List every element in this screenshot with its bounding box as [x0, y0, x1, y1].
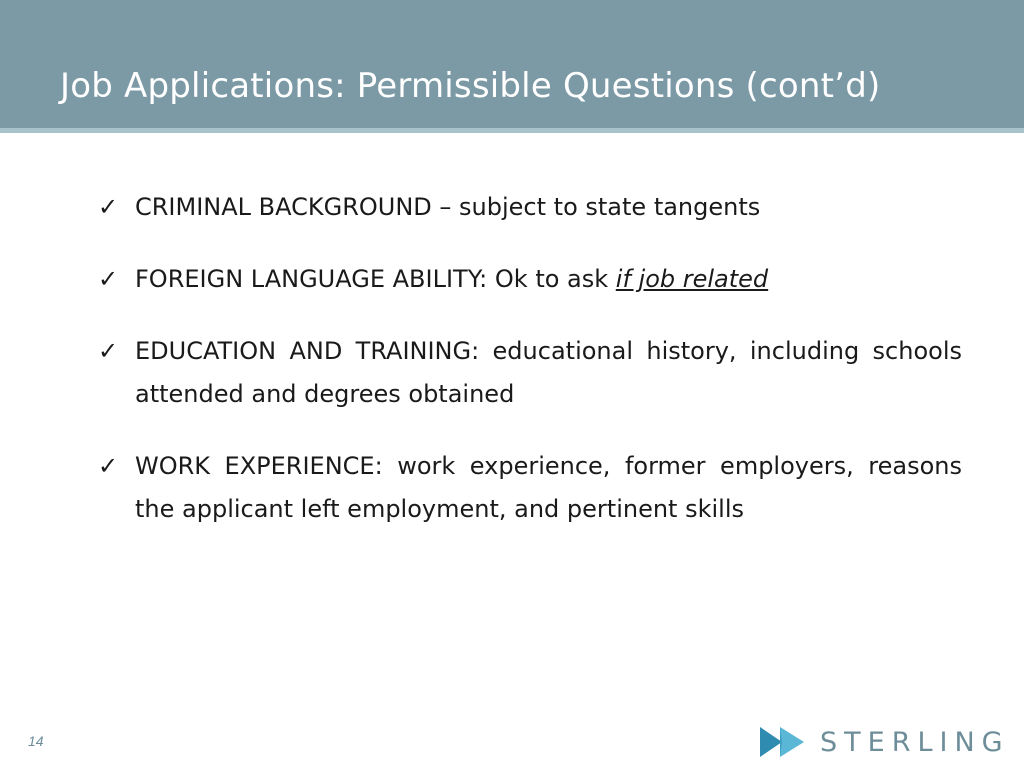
- bullet-text: FOREIGN LANGUAGE ABILITY: Ok to ask: [135, 265, 616, 293]
- page-number: 14: [28, 733, 44, 749]
- bullet-criminal-background: [98, 186, 962, 229]
- title-bar-stripe: [0, 128, 1024, 133]
- checkmark-icon: ✓: [98, 452, 119, 480]
- double-arrow-logo-icon: [760, 725, 806, 759]
- sterling-logo: [760, 722, 1010, 762]
- bullet-text: WORK EXPERIENCE: work experience, former employers, reasons the applicant left employment, and pertinent skills: [135, 452, 962, 523]
- title-bar: [0, 0, 1024, 128]
- checkmark-icon: ✓: [98, 337, 119, 365]
- bullet-education-training: [98, 330, 962, 416]
- logo-text: STERLING: [820, 726, 1010, 758]
- checkmark-icon: ✓: [98, 265, 119, 293]
- bullet-text: CRIMINAL BACKGROUND – subject to state tangents: [135, 193, 761, 221]
- bullet-emphasis: if job related: [615, 265, 769, 293]
- slide-title: Job Applications: Permissible Questions (cont’d): [60, 66, 881, 106]
- bullet-foreign-language: [98, 258, 962, 301]
- bullet-work-experience: [98, 445, 962, 531]
- bullet-list: [98, 186, 962, 561]
- checkmark-icon: ✓: [98, 193, 119, 221]
- bullet-text: EDUCATION AND TRAINING: educational history, including schools attended and degrees obtained: [135, 337, 962, 408]
